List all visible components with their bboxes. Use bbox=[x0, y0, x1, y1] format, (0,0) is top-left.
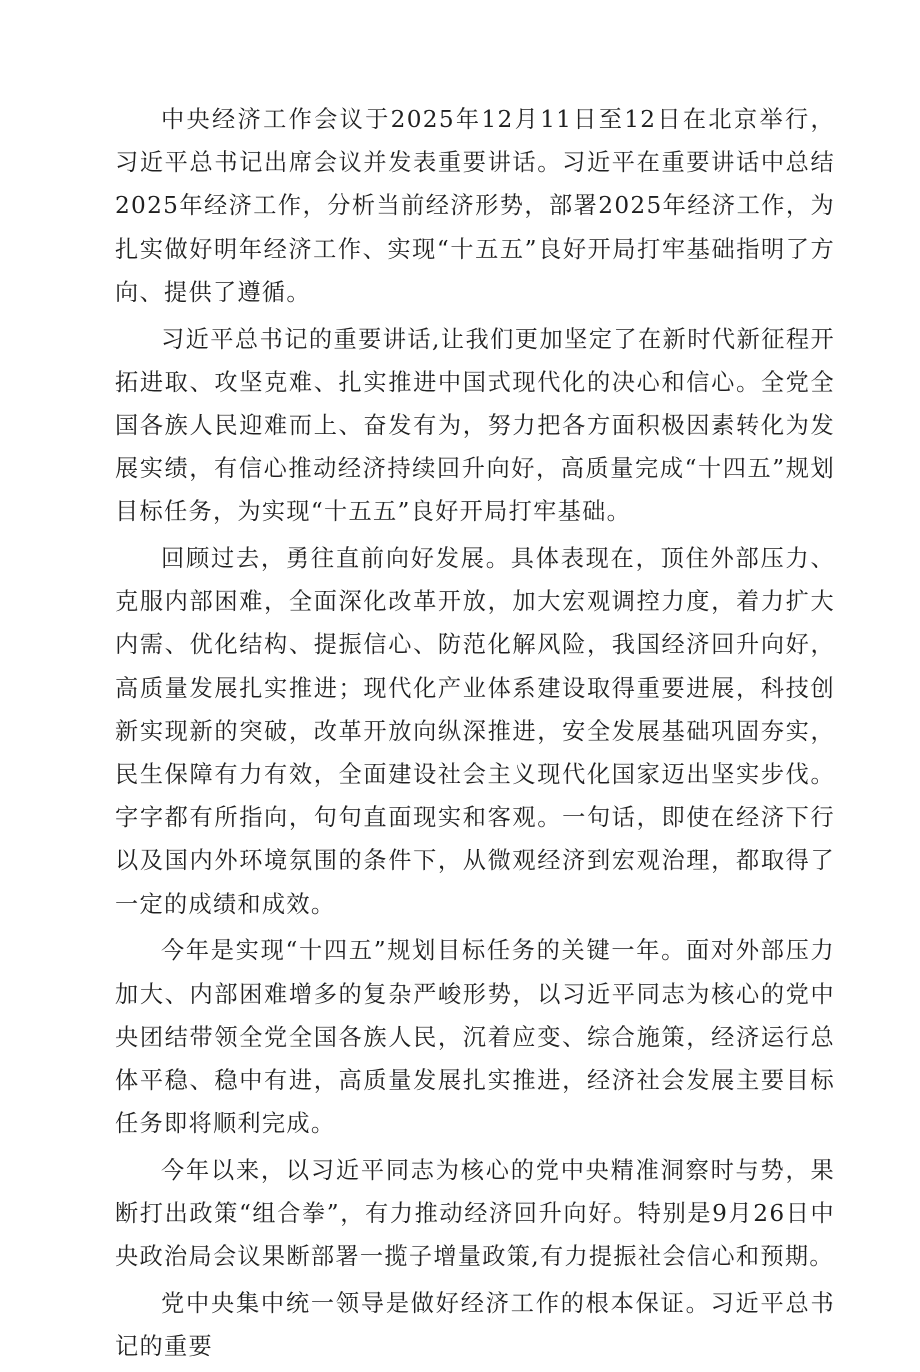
document-page bbox=[115, 98, 835, 1372]
paragraph-4: 今年是实现“十四五”规划目标任务的关键一年。面对外部压力加大、内部困难增多的复杂严峻形势，以习近平同志为核心的党中央团结带领全党全国各族人民，沉着应变、综合施策，经济运行总体平稳、稳中有进，高质量发展扎实推进，经济社会发展主要目标任务即将顺利完成。 bbox=[115, 937, 835, 1138]
paragraph-1: 中央经济工作会议于2025年12月11日至12日在北京举行，习近平总书记出席会议并发表重要讲话。习近平在重要讲话中总结2025年经济工作，分析当前经济形势，部署2025年经济工作，为扎实做好明年经济工作、实现“十五五”良好开局打牢基础指明了方向、提供了遵循。 bbox=[115, 106, 835, 306]
paragraph-3: 回顾过去，勇往直前向好发展。具体表现在，顶住外部压力、克服内部困难，全面深化改革开放，加大宏观调控力度，着力扩大内需、优化结构、提振信心、防范化解风险，我国经济回升向好，高质量发展扎实推进；现代化产业体系建设取得重要进展，科技创新实现新的突破，改革开放向纵深推进，安全发展基础巩固夯实，民生保障有力有效，全面建设社会主义现代化国家迈出坚实步伐。字字都有所指向，句句直面现实和客观。一句话，即使在经济下行以及国内外环境氛围的条件下，从微观经济到宏观治理，都取得了一定的成绩和成效。 bbox=[115, 545, 835, 918]
paragraph-2: 习近平总书记的重要讲话,让我们更加坚定了在新时代新征程开拓进取、攻坚克难、扎实推进中国式现代化的决心和信心。全党全国各族人民迎难而上、奋发有为，努力把各方面积极因素转化为发展实绩，有信心推动经济持续回升向好，高质量完成“十四五”规划目标任务，为实现“十五五”良好开局打牢基础。 bbox=[115, 325, 835, 526]
paragraph-5: 今年以来，以习近平同志为核心的党中央精准洞察时与势，果断打出政策“组合拳”，有力推动经济回升向好。特别是9月26日中央政治局会议果断部署一揽子增量政策,有力提振社会信心和预期。 bbox=[115, 1156, 835, 1271]
paragraph-6: 党中央集中统一领导是做好经济工作的根本保证。习近平总书记的重要 bbox=[115, 1289, 835, 1361]
